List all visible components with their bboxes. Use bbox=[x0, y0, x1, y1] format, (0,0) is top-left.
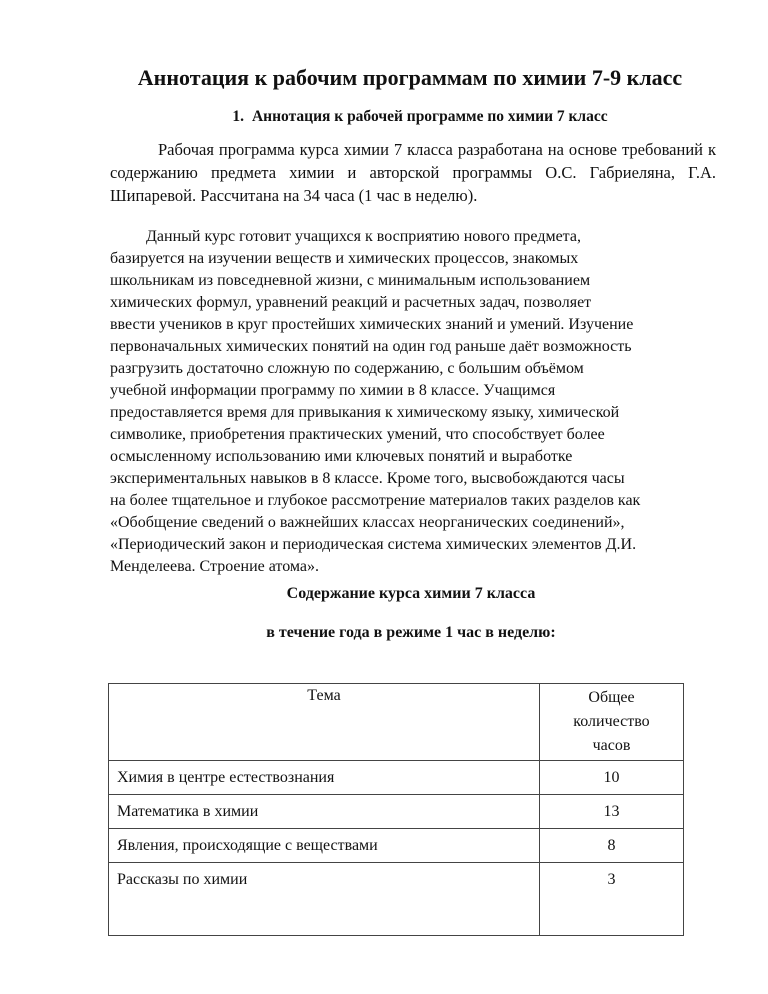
header-topic: Тема bbox=[109, 684, 540, 761]
description-line: осмысленному использованию ими ключевых понятий и выработке bbox=[110, 448, 573, 465]
section-title: Аннотация к рабочей программе по химии 7 класс bbox=[251, 108, 608, 125]
table-row bbox=[109, 863, 684, 936]
topics-table bbox=[108, 683, 684, 936]
description-line: учебной информации программу по химии в 8 классе. Учащимся bbox=[110, 382, 556, 399]
hours-cell: 10 bbox=[540, 761, 684, 795]
topic-cell: Явления, происходящие с веществами bbox=[109, 829, 540, 863]
section-heading bbox=[0, 107, 768, 127]
header-hours-line: количество bbox=[573, 713, 650, 730]
table-header-row bbox=[109, 684, 684, 761]
description-line: школьникам из повседневной жизни, с минимальным использованием bbox=[110, 272, 591, 289]
description-line: ввести учеников в круг простейших химических знаний и умений. Изучение bbox=[110, 316, 634, 333]
content-subheading: в течение года в режиме 1 час в неделю: bbox=[266, 624, 556, 641]
description-line: Данный курс готовит учащихся к восприятию нового предмета, bbox=[146, 228, 581, 245]
hours-cell: 8 bbox=[540, 829, 684, 863]
description-line: химических формул, уравнений реакций и расчетных задач, позволяет bbox=[110, 294, 592, 311]
description-line: базируется на изучении веществ и химических процессов, знакомых bbox=[110, 250, 579, 267]
header-hours-line: Общее bbox=[588, 689, 635, 706]
table-row bbox=[109, 795, 684, 829]
section-number: 1. bbox=[232, 108, 244, 125]
content-heading: Содержание курса химии 7 класса bbox=[286, 585, 536, 602]
description-line: символике, приобретения практических умений, что способствует более bbox=[110, 426, 605, 443]
topic-cell: Химия в центре естествознания bbox=[109, 761, 540, 795]
hours-cell: 13 bbox=[540, 795, 684, 829]
document-title: Аннотация к рабочим программам по химии 7-9 класс bbox=[137, 65, 683, 90]
table-row bbox=[109, 761, 684, 795]
description-line: разгрузить достаточно сложную по содержанию, с большим объёмом bbox=[110, 360, 584, 377]
table-row bbox=[109, 829, 684, 863]
description-line: экспериментальных навыков в 8 классе. Кроме того, высвобождаются часы bbox=[110, 470, 625, 487]
description-line: Менделеева. Строение атома». bbox=[110, 558, 320, 575]
topic-cell: Рассказы по химии bbox=[109, 863, 540, 936]
description-line: предоставляется время для привыкания к химическому языку, химической bbox=[110, 404, 620, 421]
header-hours-line: часов bbox=[592, 737, 631, 754]
header-hours bbox=[540, 684, 684, 761]
hours-cell: 3 bbox=[540, 863, 684, 936]
intro-paragraph bbox=[110, 138, 716, 207]
description-line: «Обобщение сведений о важнейших классах неорганических соединений», bbox=[110, 514, 625, 531]
description-line: на более тщательное и глубокое рассмотрение материалов таких разделов как bbox=[110, 492, 641, 509]
course-description-paragraph bbox=[110, 226, 730, 578]
topic-cell: Математика в химии bbox=[109, 795, 540, 829]
intro-paragraph-text: Рабочая программа курса химии 7 класса разработана на основе требований к содержанию предмета химии и авторской программы О.С. Габриеляна, Г.А. Шипаревой. Рассчитана на 34 часа (1 час в неделю). bbox=[110, 140, 716, 205]
description-line: «Периодический закон и периодическая система химических элементов Д.И. bbox=[110, 536, 637, 553]
description-line: первоначальных химических понятий на один год раньше даёт возможность bbox=[110, 338, 632, 355]
